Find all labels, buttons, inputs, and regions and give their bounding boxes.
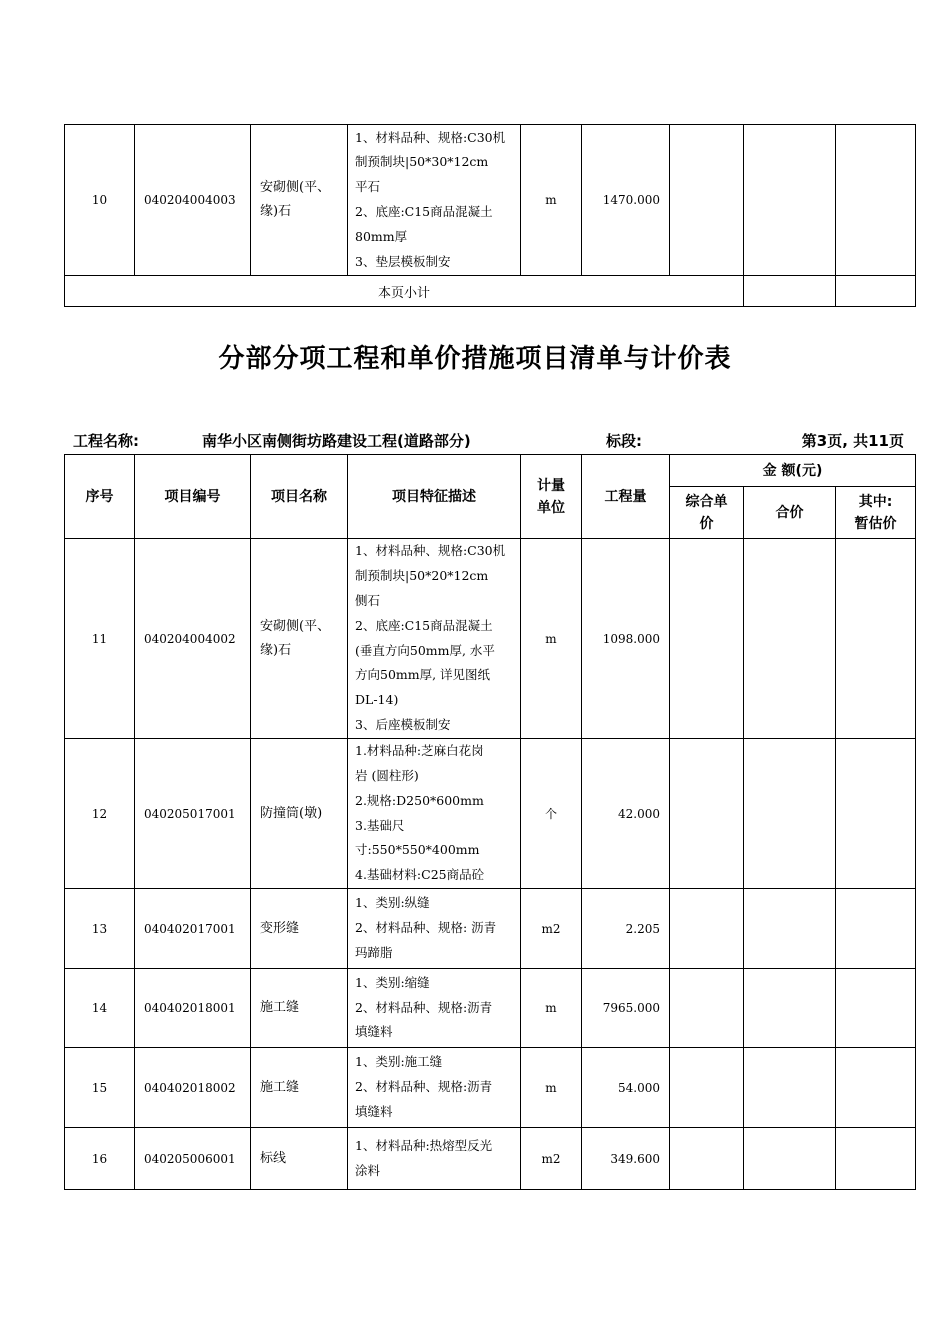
item-name: [251, 889, 348, 969]
description-line: 制预制块|50*30*12cm: [355, 154, 489, 170]
description-line: 1、类别:施工缝: [355, 1054, 443, 1070]
section-label: 标段:: [606, 432, 642, 450]
header-desc: 项目特征描述: [348, 455, 521, 539]
item-description: [348, 539, 521, 739]
item-name-line: 施工缝: [260, 1000, 300, 1015]
header-unit-line1: 计量: [537, 477, 565, 494]
unit-price-cell: [670, 1128, 744, 1190]
item-name: [251, 1128, 348, 1190]
description-line: 1、类别:纵缝: [355, 895, 430, 911]
table-row: [65, 125, 916, 276]
unit-price-cell: [670, 125, 744, 276]
row-number: 15: [65, 1048, 135, 1128]
description-line: DL-14): [355, 692, 399, 708]
unit: m: [521, 539, 582, 739]
item-description: [348, 739, 521, 889]
quantity: 1098.000: [582, 539, 670, 739]
item-description: [348, 1048, 521, 1128]
total-price-cell: [744, 1048, 836, 1128]
table-row: [65, 539, 916, 739]
row-number: 13: [65, 889, 135, 969]
quantity: 54.000: [582, 1048, 670, 1128]
item-name-line: 安砌侧(平、: [260, 618, 331, 634]
item-description: [348, 1128, 521, 1190]
description-line: 侧石: [355, 592, 381, 608]
description-line: 2.规格:D250*600mm: [355, 792, 484, 808]
header-estimate-line2: 暂估价: [854, 515, 897, 532]
description-line: 80mm厚: [355, 228, 408, 244]
unit-price-cell: [670, 739, 744, 889]
unit: m: [521, 969, 582, 1048]
header-unit-price-line2: 价: [699, 515, 714, 532]
quantity: 349.600: [582, 1128, 670, 1190]
header-unit-price: [670, 487, 744, 539]
header-estimate-line1: 其中:: [858, 493, 893, 510]
item-code: 040205006001: [135, 1128, 251, 1190]
subtotal-label: 本页小计: [65, 276, 744, 307]
page-title: 分部分项工程和单价措施项目清单与计价表: [218, 344, 732, 374]
description-line: 涂料: [355, 1162, 381, 1178]
project-name: 南华小区南侧街坊路建设工程(道路部分): [202, 432, 471, 450]
estimate-cell: [836, 539, 916, 739]
quantity: 1470.000: [582, 125, 670, 276]
header-unit-line2: 单位: [537, 499, 565, 516]
unit: m: [521, 1048, 582, 1128]
item-name: [251, 539, 348, 739]
estimate-cell: [836, 1048, 916, 1128]
item-name-line: 变形缝: [260, 920, 300, 936]
item-name-line: 缘)石: [260, 642, 292, 658]
estimate-cell: [836, 125, 916, 276]
table-body: [65, 539, 916, 1190]
row-number: 14: [65, 969, 135, 1048]
total-price-cell: [744, 125, 836, 276]
header-qty: 工程量: [582, 455, 670, 539]
item-description: [348, 969, 521, 1048]
header-amount: 金 额(元): [670, 455, 916, 487]
description-line: 寸:550*550*400mm: [355, 842, 480, 858]
estimate-cell: [836, 969, 916, 1048]
description-line: 4.基础材料:C25商品砼: [355, 867, 485, 883]
header-name: 项目名称: [251, 455, 348, 539]
subtotal-est-cell: [836, 276, 916, 307]
item-description: [348, 125, 521, 276]
estimate-cell: [836, 889, 916, 969]
header-estimate: [836, 487, 916, 539]
total-price-cell: [744, 539, 836, 739]
description-line: 2、材料品种、规格: 沥青: [355, 920, 497, 936]
previous-items-table: [64, 124, 916, 307]
item-code: 040402018002: [135, 1048, 251, 1128]
table-row: [65, 1128, 916, 1190]
total-price-cell: [744, 889, 836, 969]
item-description: [348, 889, 521, 969]
description-line: 2、材料品种、规格:沥青: [355, 999, 493, 1015]
table-row: [65, 739, 916, 889]
table-row: [65, 1048, 916, 1128]
subtotal-row: [65, 276, 916, 307]
description-line: 2、底座:C15商品混凝土: [355, 204, 493, 219]
total-price-cell: [744, 1128, 836, 1190]
project-label: 工程名称:: [73, 432, 139, 450]
description-line: 3、垫层模板制安: [355, 253, 451, 269]
description-line: 平石: [355, 179, 381, 195]
subtotal-total-cell: [744, 276, 836, 307]
header-code: 项目编号: [135, 455, 251, 539]
unit-price-cell: [670, 1048, 744, 1128]
previous-items-body: [65, 125, 916, 276]
description-line: 1、类别:缩缝: [355, 974, 430, 990]
table-row: [65, 889, 916, 969]
description-line: 填缝料: [355, 1103, 393, 1119]
item-code: 040205017001: [135, 739, 251, 889]
row-number: 16: [65, 1128, 135, 1190]
item-name-line: 安砌侧(平、: [260, 180, 331, 195]
description-line: 填缝料: [355, 1024, 393, 1040]
item-name: [251, 969, 348, 1048]
header-no: 序号: [65, 455, 135, 539]
description-line: 1、材料品种:热熔型反光: [355, 1137, 493, 1153]
item-name: [251, 739, 348, 889]
bill-of-quantities-table: [64, 454, 916, 1190]
item-name: [251, 125, 348, 276]
description-line: 岩 (圆柱形): [355, 767, 419, 783]
page-indicator: 第3页, 共11页: [801, 432, 904, 450]
description-line: 3.基础尺: [355, 817, 405, 833]
header-unit: [521, 455, 582, 539]
row-number: 10: [65, 125, 135, 276]
row-number: 12: [65, 739, 135, 889]
item-name: [251, 1048, 348, 1128]
item-code: 040402017001: [135, 889, 251, 969]
unit: 个: [521, 739, 582, 889]
total-price-cell: [744, 969, 836, 1048]
total-price-cell: [744, 739, 836, 889]
description-line: 方向50mm厚, 详见图纸: [355, 667, 491, 683]
description-line: (垂直方向50mm厚, 水平: [355, 642, 495, 658]
item-code: 040204004002: [135, 539, 251, 739]
description-line: 3、后座模板制安: [355, 716, 451, 732]
unit-price-cell: [670, 969, 744, 1048]
table-header: [65, 455, 916, 539]
header-unit-price-line1: 综合单: [685, 493, 728, 510]
unit: m: [521, 125, 582, 276]
description-line: 1、材料品种、规格:C30机: [355, 129, 506, 145]
item-code: 040402018001: [135, 969, 251, 1048]
unit: m2: [521, 1128, 582, 1190]
estimate-cell: [836, 1128, 916, 1190]
table-row: [65, 969, 916, 1048]
header-total: 合价: [744, 487, 836, 539]
unit-price-cell: [670, 889, 744, 969]
quantity: 7965.000: [582, 969, 670, 1048]
description-line: 制预制块|50*20*12cm: [355, 568, 489, 584]
description-line: 1、材料品种、规格:C30机: [355, 543, 506, 559]
item-name-line: 施工缝: [260, 1079, 300, 1095]
item-name-line: 标线: [260, 1150, 287, 1166]
unit: m2: [521, 889, 582, 969]
item-code: 040204004003: [135, 125, 251, 276]
unit-price-cell: [670, 539, 744, 739]
description-line: 玛蹄脂: [355, 944, 393, 960]
description-line: 2、材料品种、规格:沥青: [355, 1079, 493, 1095]
description-line: 2、底座:C15商品混凝土: [355, 617, 493, 633]
item-name-line: 缘)石: [260, 204, 292, 219]
item-name-line: 防撞筒(墩): [260, 805, 323, 821]
quantity: 42.000: [582, 739, 670, 889]
description-line: 1.材料品种:芝麻白花岗: [355, 743, 484, 759]
estimate-cell: [836, 739, 916, 889]
quantity: 2.205: [582, 889, 670, 969]
row-number: 11: [65, 539, 135, 739]
